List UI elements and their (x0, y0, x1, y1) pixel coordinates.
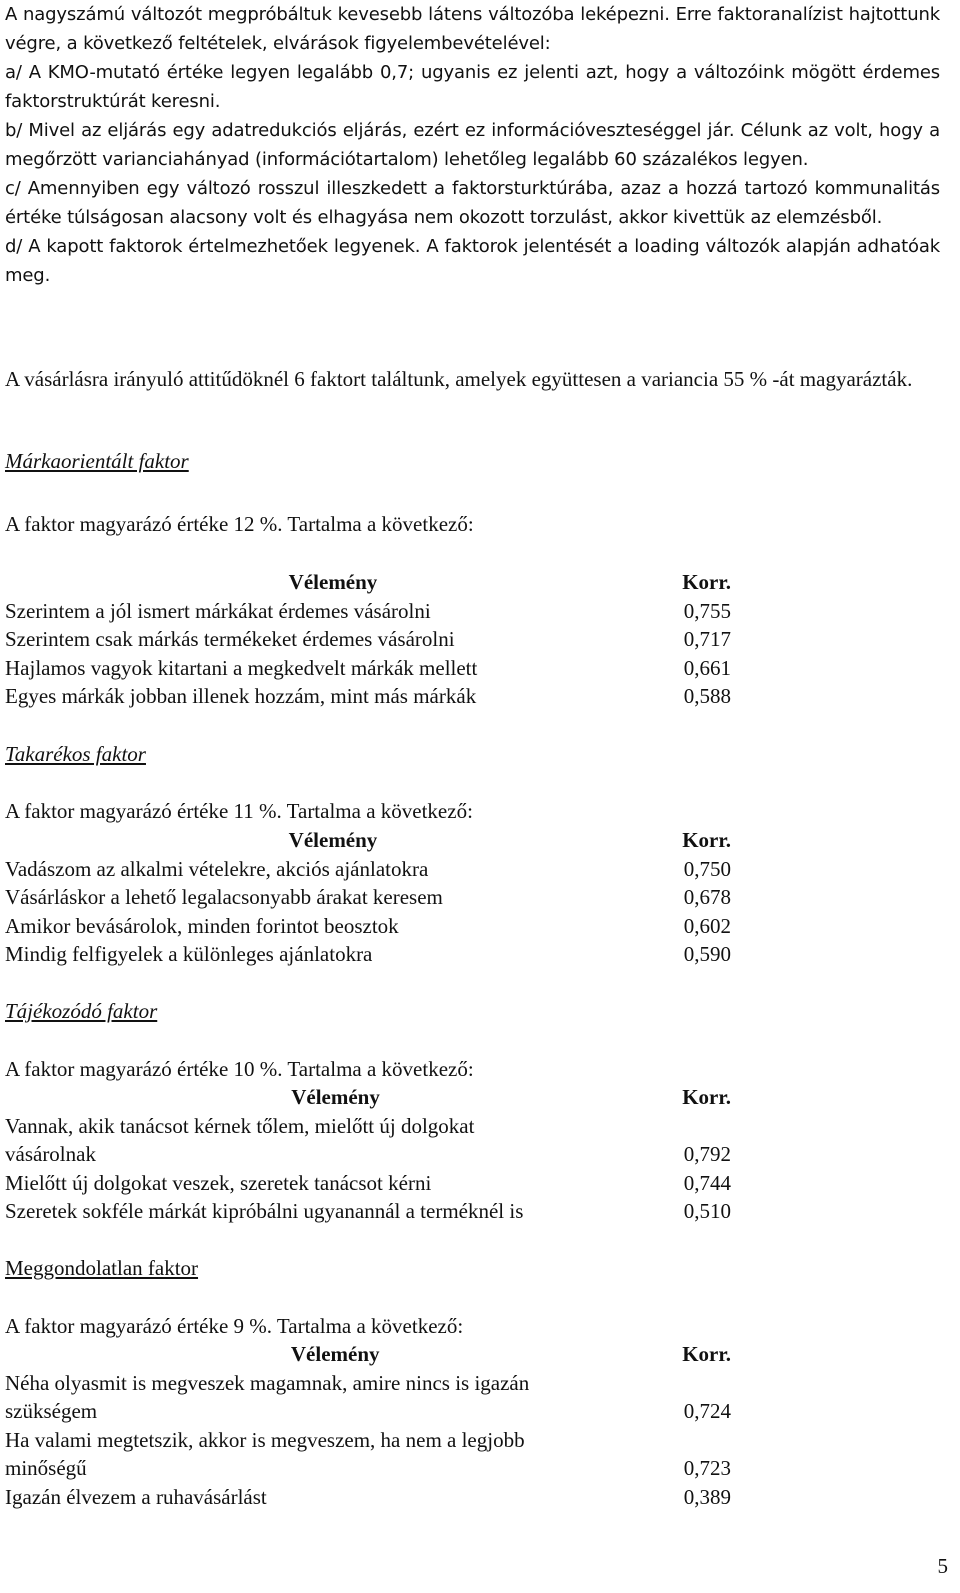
item-text: Szerintem a jól ismert márkákat érdemes vásárolni (5, 598, 431, 623)
item-text: Szeretek sokféle márkát kipróbálni ugyanannál a terméknél is (5, 1199, 524, 1223)
table-row (5, 883, 731, 912)
table-header (5, 1340, 731, 1369)
table-row (5, 912, 731, 941)
loading-value: 0,750 (683, 856, 731, 881)
intro-section (5, 0, 940, 290)
corr-header: Korr. (682, 1342, 731, 1366)
item-text: Néha olyasmit is megveszek magamnak, amire nincs is igazán szükségem (5, 1370, 530, 1423)
factor-section (5, 447, 189, 476)
factor-description: A faktor magyarázó értéke 9 %. Tartalma a következő: (5, 1314, 464, 1338)
loading-value: 0,724 (683, 1399, 731, 1423)
item-text: Vannak, akik tanácsot kérnek tőlem, mielőtt új dolgokat vásárolnak (5, 1113, 475, 1166)
loading-value: 0,744 (683, 1170, 731, 1195)
page-number: 5 (937, 1554, 948, 1578)
item-text: Egyes márkák jobban illenek hozzám, mint más márkák (5, 684, 477, 708)
loadings-table (5, 826, 731, 969)
loading-value: 0,510 (683, 1199, 731, 1223)
item-text: Vásárláskor a lehető legalacsonyabb árakat keresem (5, 885, 443, 909)
table-header (5, 826, 731, 855)
loadings-table (5, 568, 731, 711)
item-text: Hajlamos vagyok kitartani a megkedvelt márkák mellett (5, 655, 478, 680)
table-row (5, 597, 731, 626)
factor-description: A faktor magyarázó értéke 11 %. Tartalma a következő: (5, 799, 473, 823)
intro-paragraph: A nagyszámú változót megpróbáltuk kevesebb látens változóba leképezni. Erre faktoranalízist hajtottunk végre, a következő feltételek, elvárások figyelembevételével: (5, 4, 940, 54)
table-row (5, 1483, 731, 1512)
loading-value: 0,588 (683, 684, 731, 708)
loading-value: 0,661 (683, 655, 731, 680)
table-row (5, 1169, 731, 1198)
item-text: Vadászom az alkalmi vételekre, akciós ajánlatokra (5, 856, 429, 881)
summary-paragraph: A vásárlásra irányuló attitűdöknél 6 faktort találtunk, amelyek együttesen a variancia 55 % -át magyarázták. (5, 367, 913, 391)
condition-d: d/ A kapott faktorok értelmezhetőek legyenek. A faktorok jelentését a loading változók alapján adhatóak meg. (5, 236, 940, 286)
loading-value: 0,723 (683, 1456, 731, 1480)
item-text: Mindig felfigyelek a különleges ajánlatokra (5, 942, 373, 966)
corr-header: Korr. (682, 570, 731, 594)
factor-title: Takarékos faktor (5, 742, 146, 766)
item-text: Ha valami megtetszik, akkor is megveszem, ha nem a legjobb minőségű (5, 1427, 525, 1480)
loading-value: 0,755 (683, 598, 731, 623)
table-row (5, 1369, 731, 1426)
opinion-header: Vélemény (291, 1085, 380, 1109)
table-row (5, 855, 731, 884)
condition-c: c/ Amennyiben egy változó rosszul illeszkedett a faktorsturktúrába, azaz a hozzá tartozó kommunalitás értéke túlságosan alacsony volt és elhagyása nem okozott torzulást, akkor kivettük az elemzésből. (5, 178, 940, 228)
item-text: Szerintem csak márkás termékeket érdemes vásárolni (5, 627, 455, 651)
opinion-header: Vélemény (288, 570, 378, 594)
loading-value: 0,389 (683, 1484, 731, 1509)
loading-value: 0,602 (683, 913, 731, 938)
loadings-table (5, 1083, 731, 1226)
factor-title: Meggondolatlan faktor (5, 1256, 199, 1280)
item-text: Igazán élvezem a ruhavásárlást (5, 1484, 267, 1509)
condition-b: b/ Mivel az eljárás egy adatredukciós eljárás, ezért ez információveszteséggel jár. Célunk az volt, hogy a megőrzött varianciahányad (információtartalom) lehetőleg legalább 60 százalékos legyen. (5, 120, 940, 170)
corr-header: Korr. (682, 1085, 731, 1109)
loading-value: 0,590 (683, 942, 731, 966)
factor-description: A faktor magyarázó értéke 12 %. Tartalma a következő: (5, 512, 474, 536)
opinion-header: Vélemény (288, 828, 378, 852)
table-row (5, 682, 731, 711)
loading-value: 0,792 (683, 1142, 731, 1166)
loading-value: 0,717 (683, 627, 731, 651)
table-header (5, 1083, 731, 1112)
table-row (5, 1197, 731, 1226)
opinion-header: Vélemény (290, 1342, 380, 1366)
loadings-table (5, 1340, 731, 1511)
factor-title: Tájékozódó faktor (5, 999, 158, 1023)
table-row (5, 654, 731, 683)
factor-title: Márkaorientált faktor (5, 449, 189, 473)
condition-a: a/ A KMO-mutató értéke legyen legalább 0,7; ugyanis ez jelenti azt, hogy a változóink mögött érdemes faktorstruktúrát keresni. (5, 62, 940, 112)
table-row (5, 1426, 731, 1483)
table-row (5, 940, 731, 969)
factor-description: A faktor magyarázó értéke 10 %. Tartalma a következő: (5, 1057, 474, 1081)
item-text: Amikor bevásárolok, minden forintot beosztok (5, 913, 399, 938)
corr-header: Korr. (682, 828, 731, 852)
loading-value: 0,678 (683, 885, 731, 909)
item-text: Mielőtt új dolgokat veszek, szeretek tanácsot kérni (5, 1170, 432, 1195)
table-row (5, 625, 731, 654)
table-row (5, 1112, 731, 1169)
table-header (5, 568, 731, 597)
